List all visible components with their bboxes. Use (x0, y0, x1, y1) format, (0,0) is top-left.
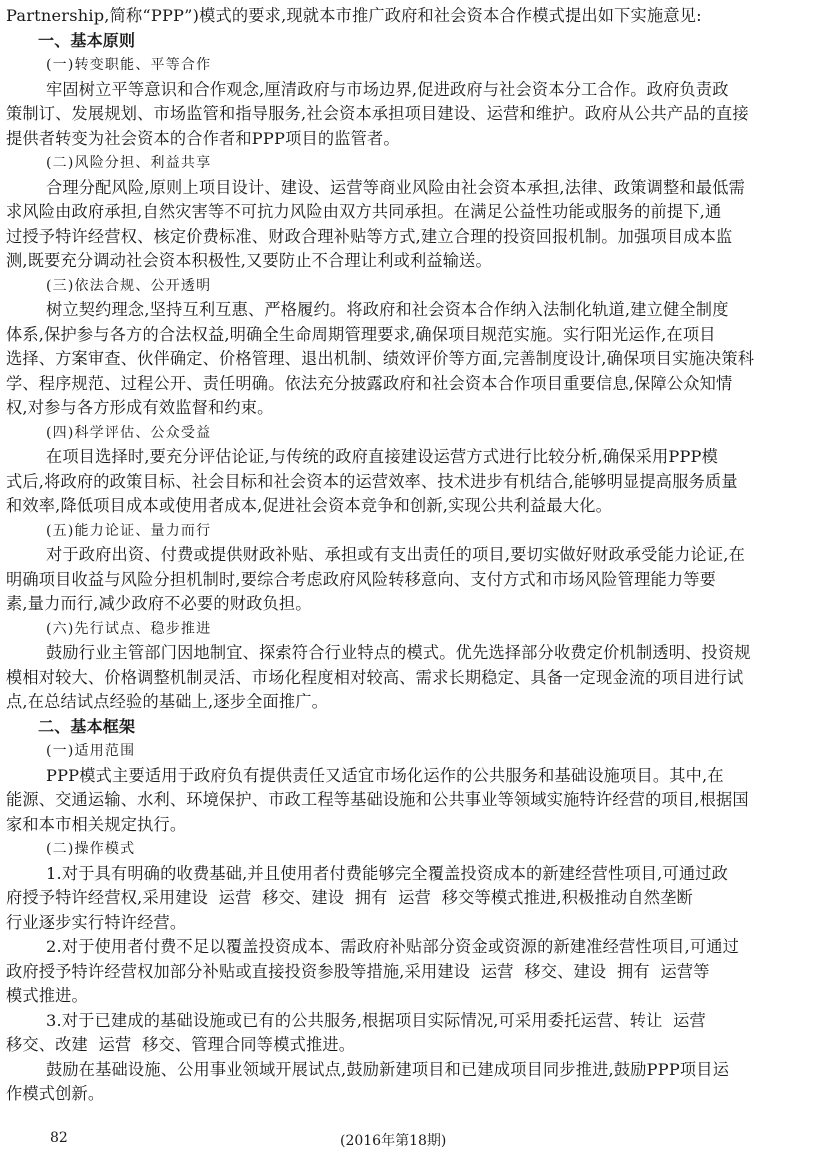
body-text-line: 能源、交通运输、水利、环境保护、市政工程等基础设施和公共事业等领域实施特许经营的项目,根据国 (6, 790, 749, 809)
body-text-line: 素,量力而行,减少政府不必要的财政负担。 (6, 594, 312, 613)
body-text-line: 移交、改建 运营 移交、管理合同等模式推进。 (6, 1035, 356, 1054)
paragraph-first-line: 3.对于已建成的基础设施或已有的公共服务,根据项目实际情况,可采用委托运营、转让 运营 (46, 1010, 706, 1030)
subsection-heading: (二)风险分担、利益共享 (46, 155, 212, 171)
body-text-line: 点,在总结试点经验的基础上,逐步全面推广。 (6, 692, 329, 711)
body-text-line: 权,对参与各方形成有效监督和约束。 (6, 398, 274, 417)
body-text-line: 测,既要充分调动社会资本积极性,又要防止不合理让利或利益输送。 (6, 251, 492, 270)
paragraph-first-line: 对于政府出资、付费或提供财政补贴、承担或有支出责任的项目,要切实做好财政承受能力论证,在 (46, 545, 745, 564)
issue-label: (2016年第18期) (340, 1133, 447, 1149)
body-text-line: 过授予特许经营权、核定价费标准、财政合理补贴等方式,建立合理的投资回报机制。加强项目成本监 (6, 226, 733, 246)
subsection-heading: (二)操作模式 (46, 841, 136, 857)
paragraph-first-line: 1.对于具有明确的收费基础,并且使用者付费能够完全覆盖投资成本的新建经营性项目,可通过政 (46, 863, 729, 883)
subsection-heading: (六)先行试点、稳步推进 (46, 620, 212, 637)
paragraph-first-line: 合理分配风险,原则上项目设计、建设、运营等商业风险由社会资本承担,法律、政策调整和最低需 (46, 177, 745, 197)
section-heading: 二、基本框架 (38, 716, 136, 736)
paragraph-first-line: 树立契约理念,坚持互利互惠、严格履约。将政府和社会资本合作纳入法制化轨道,建立健全制度 (46, 300, 729, 319)
body-text-line: 体系,保护参与各方的合法权益,明确全生命周期管理要求,确保项目规范实施。实行阳光运作,在项目 (6, 324, 716, 344)
paragraph-first-line: 在项目选择时,要充分评估论证,与传统的政府直接建设运营方式进行比较分析,确保采用PPP模 (46, 447, 719, 466)
body-text-line: 模式推进。 (6, 986, 88, 1005)
paragraph-first-line: 鼓励在基础设施、公用事业领域开展试点,鼓励新建项目和已建成项目同步推进,鼓励PPP项目运 (46, 1059, 730, 1079)
paragraph-first-line: 鼓励行业主管部门因地制宜、探索符合行业特点的模式。优先选择部分收费定价机制透明、投资规 (46, 643, 751, 662)
body-text-line: 明确项目收益与风险分担机制时,要综合考虑政府风险转移意向、支付方式和市场风险管理能力等要 (6, 569, 717, 589)
body-text-line: 家和本市相关规定执行。 (6, 814, 187, 834)
body-text-line: 式后,将政府的政策目标、社会目标和社会资本的运营效率、技术进步有机结合,能够明显提高服务质量 (6, 471, 738, 491)
body-text-line: 和效率,降低项目成本或使用者成本,促进社会资本竞争和创新,实现公共利益最大化。 (6, 496, 612, 515)
paragraph-first-line: 2.对于使用者付费不足以覆盖投资成本、需政府补贴部分资金或资源的新建准经营性项目,可通过 (46, 937, 740, 956)
page-footer (0, 1130, 827, 1154)
page-number: 82 (50, 1130, 68, 1146)
body-text-line: 学、程序规范、过程公开、责任明确。依法充分披露政府和社会资本合作项目重要信息,保障公众知情 (6, 373, 733, 393)
subsection-heading: (四)科学评估、公众受益 (46, 424, 212, 441)
body-text-line: 府授予特许经营权,采用建设 运营 移交、建设 拥有 运营 移交等模式推进,积极推动自然垄断 (6, 888, 693, 907)
paragraph-first-line: PPP模式主要适用于政府负有提供责任又适宜市场化运作的公共服务和基础设施项目。其中,在 (46, 765, 724, 785)
subsection-heading: (五)能力论证、量力而行 (46, 522, 212, 539)
body-text-line: 选择、方案审查、伙伴确定、价格管理、退出机制、绩效评价等方面,完善制度设计,确保项目实施决策科 (6, 349, 755, 368)
section-heading: 一、基本原则 (38, 30, 136, 50)
body-text-line: 作模式创新。 (6, 1084, 105, 1103)
body-text-line: 策制订、发展规划、市场监管和指导服务,社会资本承担项目建设、运营和维护。政府从公共产品的直接 (6, 104, 749, 123)
body-text-line: Partnership,简称“PPP”)模式的要求,现就本市推广政府和社会资本合作模式提出如下实施意见: (6, 6, 702, 25)
body-text-line: 行业逐步实行特许经营。 (6, 912, 187, 932)
body-text-line: 求风险由政府承担,自然灾害等不可抗力风险由双方共同承担。在满足公益性功能或服务的前提下,通 (6, 202, 722, 221)
body-text-line: 模相对较大、价格调整机制灵活、市场化程度相对较高、需求长期稳定、具备一定现金流的项目进行试 (6, 667, 744, 687)
subsection-heading: (一)适用范围 (46, 743, 136, 759)
subsection-heading: (三)依法合规、公开透明 (46, 277, 212, 294)
body-text-line: 政府授予特许经营权加部分补贴或直接投资参股等措施,采用建设 运营 移交、建设 拥有 运营等 (6, 961, 710, 981)
paragraph-first-line: 牢固树立平等意识和合作观念,厘清政府与市场边界,促进政府与社会资本分工合作。政府负责政 (46, 79, 729, 99)
document-page (6, 4, 821, 1107)
subsection-heading: (一)转变职能、平等合作 (46, 57, 212, 73)
body-text-line: 提供者转变为社会资本的合作者和PPP项目的监管者。 (6, 128, 400, 148)
